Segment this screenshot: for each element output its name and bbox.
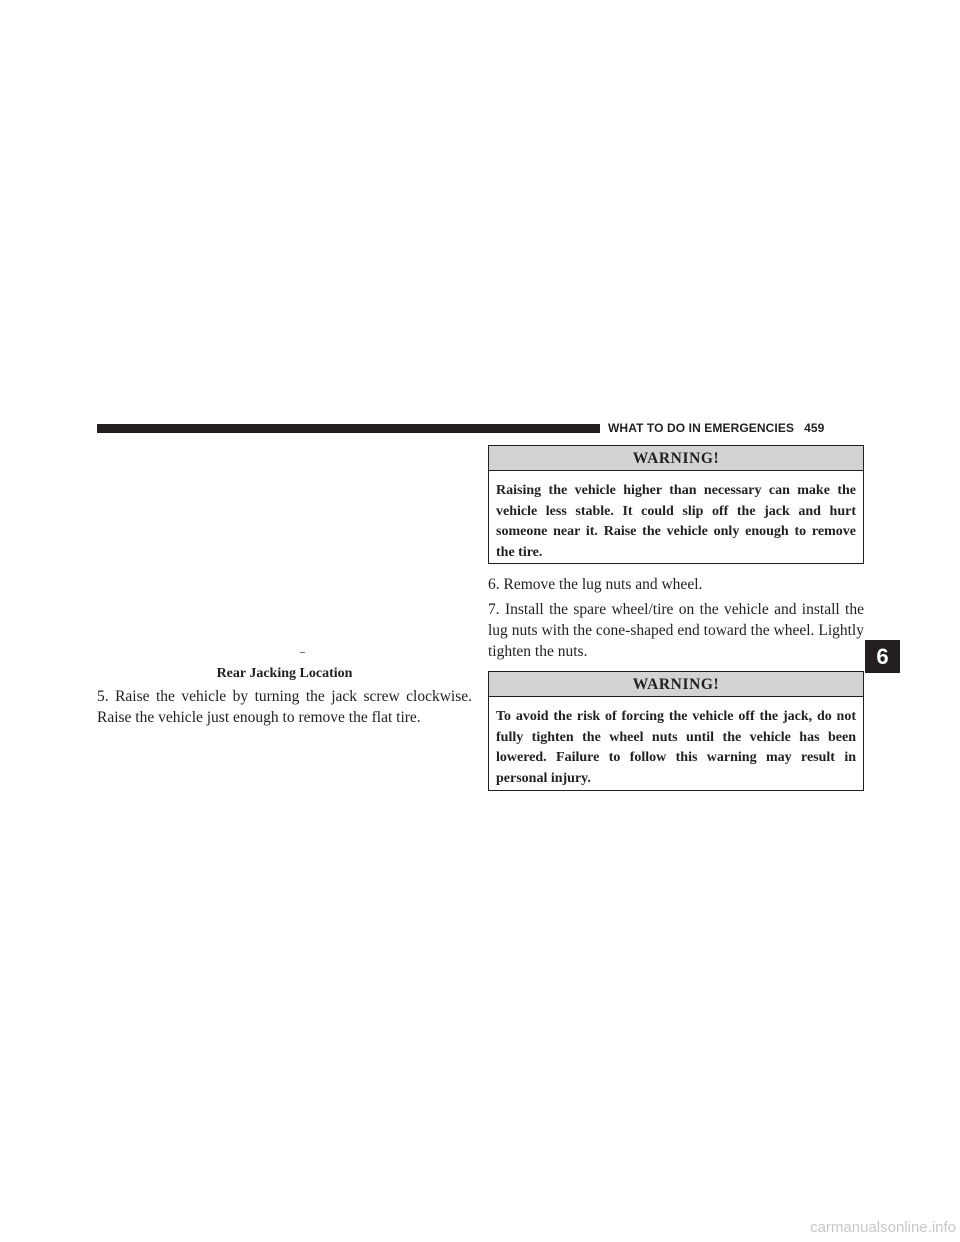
warning-box-wheel-nuts [488,671,864,791]
warning-title: WARNING! [489,446,863,471]
watermark: carmanualsonline.info [810,1219,956,1236]
header-rule [97,424,600,433]
running-header [608,420,824,436]
step-7-text: 7. Install the spare wheel/tire on the vehicle and install the lug nuts with the cone-shaped end toward the wheel. Lightly tighten the nuts. [488,601,864,660]
chapter-tab[interactable]: 6 [865,640,900,673]
step-5-text: 5. Raise the vehicle by turning the jack screw clockwise. Raise the vehicle just enough to remove the flat tire. [97,688,472,726]
figure-caption: Rear Jacking Location [216,666,353,681]
warning-title: WARNING! [489,672,863,697]
step-6-text: 6. Remove the lug nuts and wheel. [488,576,703,593]
figure-reference-mark [300,652,305,653]
warning-box-raise-vehicle [488,445,864,564]
rear-jacking-figure [97,440,472,655]
warning-body: Raising the vehicle higher than necessary can make the vehicle less stable. It could slip off the jack and hurt someone near it. Raise the vehicle only enough to remove the tire. [496,483,856,560]
warning-body: To avoid the risk of forcing the vehicle off the jack, do not fully tighten the wheel nuts until the vehicle has been lowered. Failure to follow this warning may result in personal injury. [496,709,856,786]
section-title: WHAT TO DO IN EMERGENCIES [608,421,795,435]
page-number: 459 [804,421,825,435]
